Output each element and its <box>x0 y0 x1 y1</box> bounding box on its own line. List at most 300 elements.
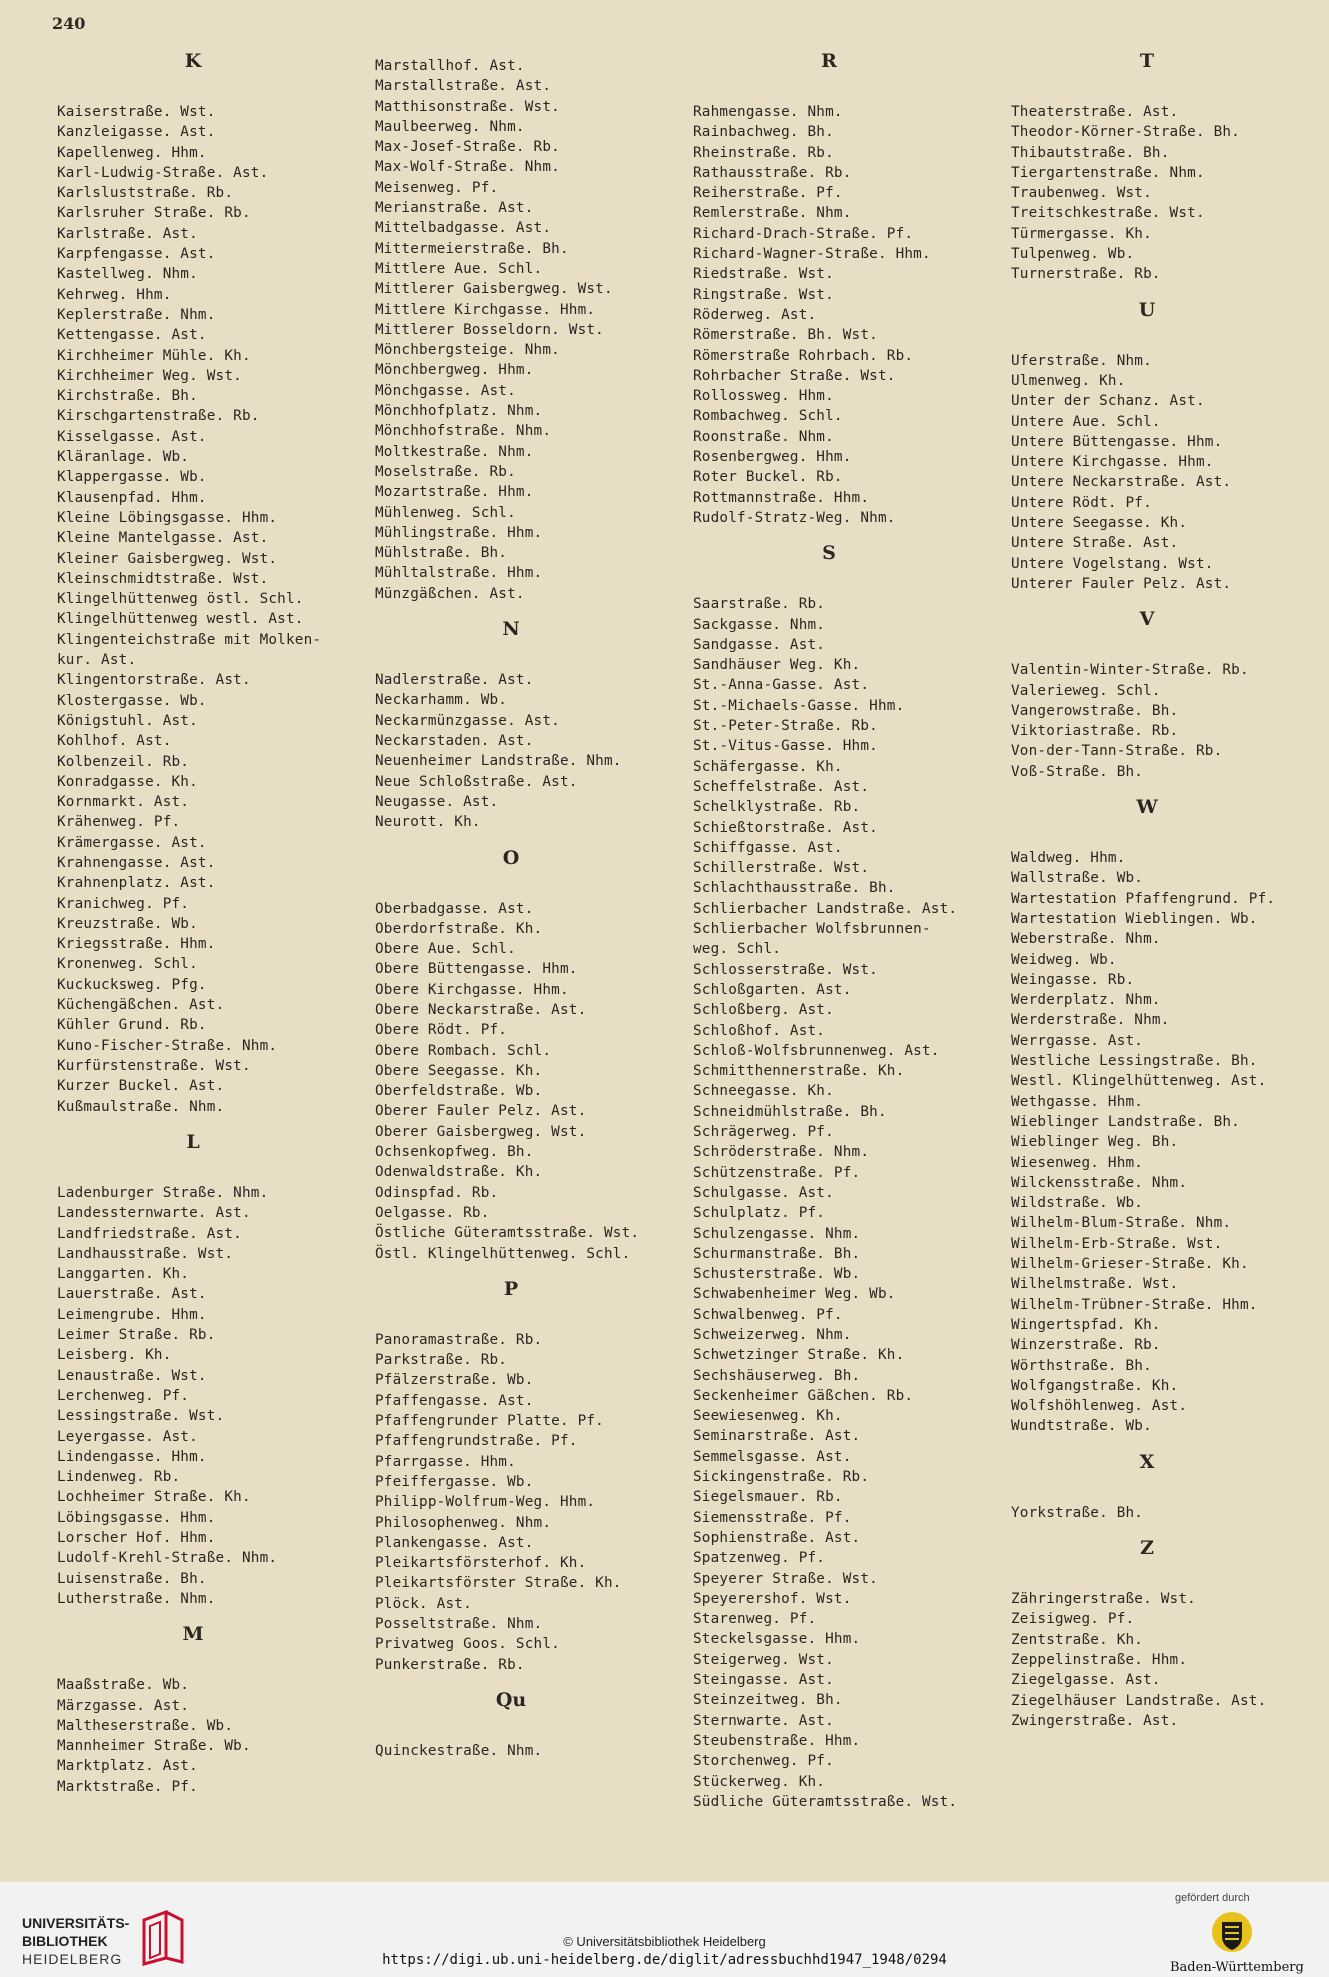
street-entry: Krämergasse. Ast. <box>57 834 207 851</box>
street-entry: Sackgasse. Nhm. <box>693 616 826 633</box>
street-entry: Rollossweg. Hhm. <box>693 388 834 405</box>
street-entry: Landfriedstraße. Ast. <box>57 1225 242 1242</box>
street-entry: Plöck. Ast. <box>375 1595 472 1612</box>
street-entry: Rahmengasse. Nhm. <box>693 104 843 120</box>
street-entry: Mittlere Aue. Schl. <box>375 260 543 277</box>
library-name-line3: HEIDELBERG <box>22 1951 123 1967</box>
street-entry: Röderweg. Ast. <box>693 306 817 323</box>
street-entry: Neue Schloßstraße. Ast. <box>375 773 578 790</box>
street-list <box>1011 1589 1329 1731</box>
street-list <box>375 56 705 604</box>
street-entry: Tulpenweg. Wb. <box>1011 246 1135 263</box>
street-entry: Unterer Fauler Pelz. Ast. <box>1011 575 1232 592</box>
street-entry: Mittlere Kirchgasse. Hhm. <box>375 301 596 318</box>
street-entry: Schneidmühlstraße. Bh. <box>693 1103 887 1120</box>
street-entry: Schloßhof. Ast. <box>693 1022 826 1039</box>
street-entry: Schlachthausstraße. Bh. <box>693 880 896 897</box>
section-letter-p: P <box>503 1277 519 1300</box>
street-entry: Kehrweg. Hhm. <box>57 286 172 303</box>
street-entry: Karlsluststraße. Rb. <box>57 185 234 202</box>
street-entry: Schloß-Wolfsbrunnenweg. Ast. <box>693 1042 940 1059</box>
street-entry: Sandhäuser Weg. Kh. <box>693 657 861 674</box>
street-entry: Richard-Drach-Straße. Pf. <box>693 225 914 242</box>
street-entry: Untere Rödt. Pf. <box>1011 494 1152 511</box>
street-entry: Kettengasse. Ast. <box>57 327 207 344</box>
street-entry: Westl. Klingelhüttenweg. Ast. <box>1011 1073 1267 1090</box>
street-entry: Untere Kirchgasse. Hhm. <box>1011 454 1214 471</box>
street-entry: Werrgasse. Ast. <box>1011 1032 1144 1049</box>
street-entry: Steckelsgasse. Hhm. <box>693 1631 861 1648</box>
street-entry: Kranichweg. Pf. <box>57 895 190 912</box>
street-entry: Nadlerstraße. Ast. <box>375 672 534 689</box>
street-entry: Klingelhüttenweg westl. Ast. <box>57 611 304 628</box>
street-entry: Kuno-Fischer-Straße. Nhm. <box>57 1037 278 1054</box>
street-entry: Mühlenweg. Schl. <box>375 504 516 521</box>
street-entry: Speyerer Straße. Wst. <box>693 1570 878 1587</box>
street-entry: Merianstraße. Ast. <box>375 200 534 217</box>
street-entry: Max-Wolf-Straße. Nhm. <box>375 159 560 176</box>
street-entry: Maulbeerweg. Nhm. <box>375 118 525 135</box>
street-entry: Pfeiffergasse. Wb. <box>375 1473 534 1490</box>
street-entry: Uferstraße. Nhm. <box>1011 352 1152 369</box>
state-coat-of-arms-icon[interactable] <box>1210 1910 1254 1954</box>
street-entry: Lauerstraße. Ast. <box>57 1286 207 1303</box>
street-entry: Rathausstraße. Rb. <box>693 164 852 181</box>
street-entry: Keplerstraße. Nhm. <box>57 306 216 323</box>
street-entry: Remlerstraße. Nhm. <box>693 205 852 222</box>
street-entry: Schießtorstraße. Ast. <box>693 819 878 836</box>
street-entry: Schlierbacher Landstraße. Ast. <box>693 900 958 917</box>
section-letter-qu: Qu <box>495 1689 527 1711</box>
section-letter-t: T <box>1139 50 1155 72</box>
street-entry: Rosenbergweg. Hhm. <box>693 449 852 466</box>
street-entry: Mönchbergsteige. Nhm. <box>375 342 560 359</box>
street-list <box>693 594 1023 1812</box>
street-entry: Schillerstraße. Wst. <box>693 860 870 877</box>
street-entry: Wartestation Wieblingen. Wb. <box>1011 910 1258 927</box>
street-entry: Schäfergasse. Kh. <box>693 758 843 775</box>
street-entry: Wilhelm-Trübner-Straße. Hhm. <box>1011 1296 1258 1313</box>
street-entry: Klostergasse. Wb. <box>57 692 207 709</box>
street-entry: Mittlerer Bosseldorn. Wst. <box>375 321 604 338</box>
street-entry: Werderstraße. Nhm. <box>1011 1012 1170 1029</box>
street-entry: Kirchheimer Mühle. Kh. <box>57 347 251 364</box>
street-entry: Wieblinger Weg. Bh. <box>1011 1134 1179 1151</box>
street-entry: Pleikartsförsterhof. Kh. <box>375 1555 587 1572</box>
street-entry: Neckarhamm. Wb. <box>375 692 508 709</box>
street-entry: Wilhelm-Grieser-Straße. Kh. <box>1011 1256 1249 1273</box>
street-entry: Konradgasse. Kh. <box>57 773 198 790</box>
street-entry: Ziegelgasse. Ast. <box>1011 1672 1161 1689</box>
street-entry: Krahnenplatz. Ast. <box>57 875 216 892</box>
footer-bar <box>0 1882 1329 1977</box>
street-entry: Lenaustraße. Wst. <box>57 1367 207 1384</box>
street-list <box>1011 1503 1329 1523</box>
street-entry: Klingentorstraße. Ast. <box>57 672 251 689</box>
street-entry: Leisberg. Kh. <box>57 1347 172 1364</box>
street-entry: Weberstraße. Nhm. <box>1011 931 1161 948</box>
street-entry: Östl. Klingelhüttenweg. Schl. <box>375 1245 631 1262</box>
street-entry: Zentstraße. Kh. <box>1011 1631 1144 1648</box>
street-entry: Mittermeierstraße. Bh. <box>375 240 569 257</box>
street-entry: Wörthstraße. Bh. <box>1011 1357 1152 1374</box>
section-letter-v: V <box>1139 608 1155 631</box>
street-entry: Rottmannstraße. Hhm. <box>693 489 870 506</box>
street-entry: Roter Buckel. Rb. <box>693 469 843 486</box>
street-entry: Leimer Straße. Rb. <box>57 1327 216 1344</box>
street-entry: Zähringerstraße. Wst. <box>1011 1591 1196 1608</box>
street-entry: Mittlerer Gaisbergweg. Wst. <box>375 281 613 298</box>
section-letter-u: U <box>1138 298 1156 321</box>
street-entry: Privatweg Goos. Schl. <box>375 1636 560 1653</box>
street-entry: Moltkestraße. Nhm. <box>375 443 534 460</box>
street-entry: Kohlhof. Ast. <box>57 733 172 750</box>
street-entry: Löbingsgasse. Hhm. <box>57 1509 216 1526</box>
street-entry: Lochheimer Straße. Kh. <box>57 1489 251 1506</box>
street-entry: Lessingstraße. Wst. <box>57 1408 225 1425</box>
street-entry: Wilckensstraße. Nhm. <box>1011 1174 1188 1191</box>
street-entry: Siegelsmauer. Rb. <box>693 1489 843 1506</box>
street-entry: Untere Seegasse. Kh. <box>1011 515 1188 532</box>
street-entry: Thibautstraße. Bh. <box>1011 144 1170 161</box>
street-entry: Kronenweg. Schl. <box>57 956 198 973</box>
street-entry: Pfaffengrundstraße. Pf. <box>375 1433 578 1450</box>
street-entry: Mannheimer Straße. Wb. <box>57 1738 251 1755</box>
street-list <box>57 1183 387 1609</box>
street-entry: Rohrbacher Straße. Wst. <box>693 367 896 384</box>
street-entry: Saarstraße. Rb. <box>693 596 826 613</box>
street-list <box>1011 660 1329 782</box>
street-entry: Sternwarte. Ast. <box>693 1712 834 1729</box>
street-entry: Römerstraße. Bh. Wst. <box>693 327 878 344</box>
street-entry: Neugasse. Ast. <box>375 793 499 810</box>
street-entry: Stückerweg. Kh. <box>693 1773 826 1790</box>
street-entry: Kastellweg. Nhm. <box>57 266 198 283</box>
street-entry: Marktstraße. Pf. <box>57 1778 198 1795</box>
street-entry: Oberdorfstraße. Kh. <box>375 920 543 937</box>
street-entry: Plankengasse. Ast. <box>375 1534 534 1551</box>
street-entry: Ochsenkopfweg. Bh. <box>375 1144 534 1161</box>
street-entry: Karpfengasse. Ast. <box>57 246 216 263</box>
street-entry: Schmitthennerstraße. Kh. <box>693 1063 905 1080</box>
street-entry: Schulplatz. Pf. <box>693 1205 826 1222</box>
copyright-notice: © Universitätsbibliothek Heidelberg <box>563 1934 766 1949</box>
street-entry: Kläranlage. Wb. <box>57 449 190 466</box>
street-entry: Maltheserstraße. Wb. <box>57 1717 234 1734</box>
street-entry: Karlsruher Straße. Rb. <box>57 205 251 222</box>
state-name: Baden-Württemberg <box>1170 1960 1304 1975</box>
street-entry: Östliche Güteramtsstraße. Wst. <box>375 1225 640 1242</box>
street-entry: Maaßstraße. Wb. <box>57 1677 190 1694</box>
street-entry: Mönchbergweg. Hhm. <box>375 362 534 379</box>
street-entry: Pfälzerstraße. Wb. <box>375 1372 534 1389</box>
street-entry: Mühlingstraße. Hhm. <box>375 524 543 541</box>
street-entry: Voß-Straße. Bh. <box>1011 763 1144 780</box>
street-entry: Schweizerweg. Nhm. <box>693 1326 852 1343</box>
street-entry: Seewiesenweg. Kh. <box>693 1408 843 1425</box>
street-entry: Moselstraße. Rb. <box>375 463 516 480</box>
street-entry: Schröderstraße. Nhm. <box>693 1144 870 1161</box>
street-entry: Südliche Güteramtsstraße. Wst. <box>693 1793 958 1810</box>
street-entry: Schloßgarten. Ast. <box>693 981 852 998</box>
street-entry: Sophienstraße. Ast. <box>693 1529 861 1546</box>
street-entry: Klingelhüttenweg östl. Schl. <box>57 591 304 608</box>
street-entry: Rudolf-Stratz-Weg. Nhm. <box>693 509 896 526</box>
street-entry: Schneegasse. Kh. <box>693 1083 834 1100</box>
street-entry: Tiergartenstraße. Nhm. <box>1011 164 1205 181</box>
street-entry: Max-Josef-Straße. Rb. <box>375 139 560 156</box>
street-entry: Steigerweg. Wst. <box>693 1651 834 1668</box>
street-entry: Siemensstraße. Pf. <box>693 1509 852 1526</box>
street-entry: Schützenstraße. Pf. <box>693 1164 861 1181</box>
street-entry: Küchengäßchen. Ast. <box>57 997 225 1014</box>
section-letter-o: O <box>502 846 520 869</box>
street-entry: Wiesenweg. Hhm. <box>1011 1154 1144 1171</box>
street-list <box>375 1330 705 1675</box>
section-letter-n: N <box>502 618 520 641</box>
street-entry: Odenwaldstraße. Kh. <box>375 1164 543 1181</box>
street-entry: Lindengasse. Hhm. <box>57 1448 207 1465</box>
street-entry: Leimengrube. Hhm. <box>57 1306 207 1323</box>
street-entry: Schulzengasse. Nhm. <box>693 1225 861 1242</box>
street-entry: Storchenweg. Pf. <box>693 1753 834 1770</box>
street-entry: Kreuzstraße. Wb. <box>57 915 198 932</box>
street-entry: Neckarmünzgasse. Ast. <box>375 712 560 729</box>
street-entry: Pfarrgasse. Hhm. <box>375 1453 516 1470</box>
street-entry: Wingertspfad. Kh. <box>1011 1316 1161 1333</box>
street-entry: Ulmenweg. Kh. <box>1011 372 1126 389</box>
street-entry: Kußmaulstraße. Nhm. <box>57 1098 225 1115</box>
street-entry: Riedstraße. Wst. <box>693 266 834 283</box>
street-entry: Obere Büttengasse. Hhm. <box>375 961 578 978</box>
page-number: 240 <box>52 14 86 33</box>
street-entry: Panoramastraße. Rb. <box>375 1331 543 1348</box>
street-entry: Obere Seegasse. Kh. <box>375 1062 543 1079</box>
street-entry: Valerieweg. Schl. <box>1011 682 1161 699</box>
street-entry: Rheinstraße. Rb. <box>693 144 834 161</box>
street-entry: Werderplatz. Nhm. <box>1011 992 1161 1009</box>
street-entry: Kirchstraße. Bh. <box>57 388 198 405</box>
street-entry: Klappergasse. Wb. <box>57 469 207 486</box>
street-entry: Klausenpfad. Hhm. <box>57 489 207 506</box>
street-list <box>57 1675 387 1797</box>
street-list <box>375 1741 705 1761</box>
street-entry: Sickingenstraße. Rb. <box>693 1469 870 1486</box>
street-entry: Weidweg. Wb. <box>1011 951 1117 968</box>
street-entry: Scheffelstraße. Ast. <box>693 778 870 795</box>
street-entry: Schwalbenweg. Pf. <box>693 1306 843 1323</box>
street-entry: Schwetzinger Straße. Kh. <box>693 1347 905 1364</box>
street-entry: Mönchhofplatz. Nhm. <box>375 403 543 420</box>
street-entry: Obere Neckarstraße. Ast. <box>375 1001 587 1018</box>
section-letter-z: Z <box>1140 1537 1154 1560</box>
street-entry: Neckarstaden. Ast. <box>375 732 534 749</box>
street-entry: Karlstraße. Ast. <box>57 225 198 242</box>
street-entry: Mühltalstraße. Hhm. <box>375 565 543 582</box>
street-entry: Unter der Schanz. Ast. <box>1011 393 1205 410</box>
street-entry: Roonstraße. Nhm. <box>693 428 834 445</box>
street-entry: Schlierbacher Wolfsbrunnen- <box>693 921 931 938</box>
street-entry: Oberer Gaisbergweg. Wst. <box>375 1123 587 1140</box>
street-entry: Seminarstraße. Ast. <box>693 1428 861 1445</box>
street-entry: Schrägerweg. Pf. <box>693 1124 834 1141</box>
library-name-line2: BIBLIOTHEK <box>22 1933 108 1949</box>
street-entry: Landhausstraße. Wst. <box>57 1245 234 1262</box>
street-entry: Meisenweg. Pf. <box>375 179 499 196</box>
street-entry: Philosophenweg. Nhm. <box>375 1514 552 1531</box>
street-entry: Kuckucksweg. Pfg. <box>57 976 207 993</box>
street-entry: Landessternwarte. Ast. <box>57 1205 251 1222</box>
street-entry: Untere Straße. Ast. <box>1011 535 1179 552</box>
street-list <box>375 899 705 1264</box>
street-entry: Lindenweg. Rb. <box>57 1469 181 1486</box>
street-entry: Mönchhofstraße. Nhm. <box>375 423 552 440</box>
street-entry: Wolfshöhlenweg. Ast. <box>1011 1398 1188 1415</box>
street-entry: Quinckestraße. Nhm. <box>375 1743 543 1759</box>
street-entry: Kleine Löbingsgasse. Hhm. <box>57 509 278 526</box>
street-entry: Waldweg. Hhm. <box>1011 850 1126 867</box>
section-letter-r: R <box>821 50 837 72</box>
street-entry: Wildstraße. Wb. <box>1011 1195 1144 1212</box>
street-entry: Pfaffengrunder Platte. Pf. <box>375 1413 604 1430</box>
library-name-line1: UNIVERSITÄTS- <box>22 1915 130 1931</box>
street-entry: Kurzer Buckel. Ast. <box>57 1078 225 1095</box>
street-entry: Mönchgasse. Ast. <box>375 382 516 399</box>
street-entry: Untere Vogelstang. Wst. <box>1011 555 1214 572</box>
street-list <box>57 102 387 1117</box>
street-entry: Untere Büttengasse. Hhm. <box>1011 433 1223 450</box>
street-entry: kur. Ast. <box>57 652 137 669</box>
section-letter-m: M <box>182 1623 204 1646</box>
street-entry: Wartestation Pfaffengrund. Pf. <box>1011 890 1276 907</box>
street-entry: Punkerstraße. Rb. <box>375 1656 525 1673</box>
street-entry: Treitschkestraße. Wst. <box>1011 205 1205 222</box>
street-entry: Winzerstraße. Rb. <box>1011 1337 1161 1354</box>
street-entry: Rombachweg. Schl. <box>693 408 843 425</box>
street-entry: Ziegelhäuser Landstraße. Ast. <box>1011 1692 1267 1709</box>
street-entry: Mühlstraße. Bh. <box>375 545 508 562</box>
street-entry: Krahnengasse. Ast. <box>57 854 216 871</box>
street-entry: Kolbenzeil. Rb. <box>57 753 190 770</box>
street-entry: Starenweg. Pf. <box>693 1611 817 1628</box>
street-entry: Pleikartsförster Straße. Kh. <box>375 1575 622 1592</box>
street-entry: Wolfgangstraße. Kh. <box>1011 1377 1179 1394</box>
street-entry: Obere Rombach. Schl. <box>375 1042 552 1059</box>
street-entry: Rainbachweg. Bh. <box>693 124 834 141</box>
street-entry: Königstuhl. Ast. <box>57 712 198 729</box>
street-entry: Kirchheimer Weg. Wst. <box>57 367 242 384</box>
street-entry: St.-Anna-Gasse. Ast. <box>693 677 870 694</box>
street-entry: Theaterstraße. Ast. <box>1011 104 1179 120</box>
street-entry: Oelgasse. Rb. <box>375 1204 490 1221</box>
street-entry: Zwingerstraße. Ast. <box>1011 1712 1179 1729</box>
street-entry: Klingenteichstraße mit Molken- <box>57 631 322 648</box>
street-entry: Weingasse. Rb. <box>1011 971 1135 988</box>
street-entry: Oberbadgasse. Ast. <box>375 900 534 917</box>
street-entry: weg. Schl. <box>693 941 782 958</box>
section-letter-k: K <box>184 50 202 72</box>
permalink-url[interactable]: https://digi.ub.uni-heidelberg.de/diglit/adressbuchhd1947_1948/0294 <box>382 1952 947 1968</box>
street-entry: Speyerershof. Wst. <box>693 1590 852 1607</box>
street-entry: Richard-Wagner-Straße. Hhm. <box>693 246 931 263</box>
street-entry: Leyergasse. Ast. <box>57 1428 198 1445</box>
street-entry: Kanzleigasse. Ast. <box>57 124 216 141</box>
street-entry: Sandgasse. Ast. <box>693 636 826 653</box>
street-entry: Sechshäuserweg. Bh. <box>693 1367 861 1384</box>
street-entry: Yorkstraße. Bh. <box>1011 1504 1144 1521</box>
street-entry: Schloßberg. Ast. <box>693 1002 834 1019</box>
street-entry: Luisenstraße. Bh. <box>57 1570 207 1587</box>
street-entry: St.-Vitus-Gasse. Hhm. <box>693 738 878 755</box>
street-entry: Obere Rödt. Pf. <box>375 1022 508 1039</box>
street-entry: Lutherstraße. Nhm. <box>57 1590 216 1607</box>
street-entry: Kaiserstraße. Wst. <box>57 104 216 120</box>
street-list <box>1011 848 1329 1437</box>
street-entry: Kleine Mantelgasse. Ast. <box>57 530 269 547</box>
street-entry: Semmelsgasse. Ast. <box>693 1448 852 1465</box>
street-entry: Traubenweg. Wst. <box>1011 185 1152 202</box>
street-entry: Odinspfad. Rb. <box>375 1184 499 1201</box>
street-entry: Neurott. Kh. <box>375 814 481 831</box>
funded-by-label: gefördert durch <box>1175 1892 1250 1904</box>
street-entry: Oberer Fauler Pelz. Ast. <box>375 1103 587 1120</box>
street-entry: Von-der-Tann-Straße. Rb. <box>1011 743 1223 760</box>
street-entry: Marktplatz. Ast. <box>57 1758 198 1775</box>
street-entry: Kisselgasse. Ast. <box>57 428 207 445</box>
street-entry: Marstallstraße. Ast. <box>375 78 552 95</box>
street-entry: Schulgasse. Ast. <box>693 1184 834 1201</box>
section-letter-s: S <box>822 542 836 565</box>
street-entry: Vangerowstraße. Bh. <box>1011 702 1179 719</box>
street-entry: Neuenheimer Landstraße. Nhm. <box>375 753 622 770</box>
street-entry: Viktoriastraße. Rb. <box>1011 723 1179 740</box>
street-entry: Kleinschmidtstraße. Wst. <box>57 570 269 587</box>
street-entry: Schusterstraße. Wb. <box>693 1266 861 1283</box>
street-entry: Wundtstraße. Wb. <box>1011 1418 1152 1435</box>
street-entry: Spatzenweg. Pf. <box>693 1550 826 1567</box>
street-entry: Steubenstraße. Hhm. <box>693 1732 861 1749</box>
street-entry: St.-Peter-Straße. Rb. <box>693 718 878 735</box>
street-entry: Münzgäßchen. Ast. <box>375 585 525 602</box>
street-list <box>693 102 1023 528</box>
street-entry: Kapellenweg. Hhm. <box>57 144 207 161</box>
street-entry: Schwabenheimer Weg. Wb. <box>693 1286 896 1303</box>
street-entry: Untere Neckarstraße. Ast. <box>1011 474 1232 491</box>
street-entry: Reiherstraße. Pf. <box>693 185 843 202</box>
street-entry: Lorscher Hof. Hhm. <box>57 1530 216 1547</box>
street-entry: Theodor-Körner-Straße. Bh. <box>1011 124 1240 141</box>
street-entry: Mittelbadgasse. Ast. <box>375 220 552 237</box>
street-entry: Pfaffengasse. Ast. <box>375 1392 534 1409</box>
street-entry: Obere Aue. Schl. <box>375 941 516 958</box>
street-entry: Westliche Lessingstraße. Bh. <box>1011 1053 1258 1070</box>
street-entry: Wilhelm-Blum-Straße. Nhm. <box>1011 1215 1232 1232</box>
street-entry: Schurmanstraße. Bh. <box>693 1245 861 1262</box>
street-entry: Wethgasse. Hhm. <box>1011 1093 1144 1110</box>
street-entry: Kirschgartenstraße. Rb. <box>57 408 260 425</box>
street-entry: Schlosserstraße. Wst. <box>693 961 878 978</box>
street-entry: Wilhelmstraße. Wst. <box>1011 1276 1179 1293</box>
street-entry: Ringstraße. Wst. <box>693 286 834 303</box>
street-entry: Wallstraße. Wb. <box>1011 870 1144 887</box>
street-entry: Marstallhof. Ast. <box>375 58 525 74</box>
street-entry: Posseltstraße. Nhm. <box>375 1616 543 1633</box>
street-entry: Wieblinger Landstraße. Bh. <box>1011 1113 1240 1130</box>
street-entry: Kurfürstenstraße. Wst. <box>57 1057 251 1074</box>
street-entry: Oberfeldstraße. Wb. <box>375 1083 543 1100</box>
street-entry: Kleiner Gaisbergweg. Wst. <box>57 550 278 567</box>
street-entry: Schelklystraße. Rb. <box>693 799 861 816</box>
